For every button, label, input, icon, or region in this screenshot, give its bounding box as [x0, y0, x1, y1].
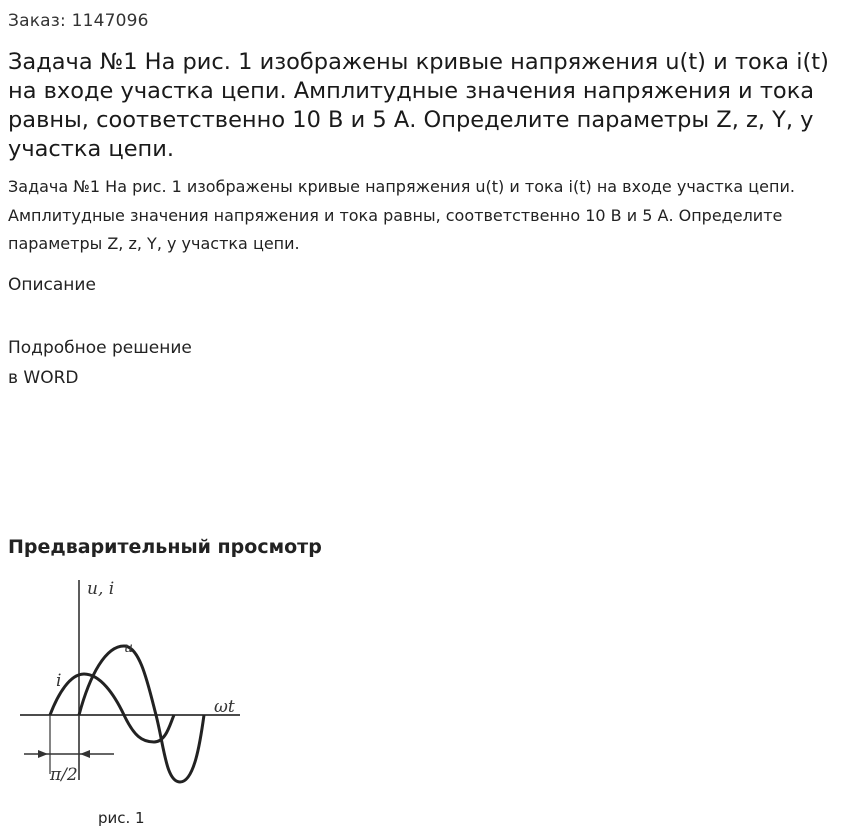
task-description: Задача №1 На рис. 1 изображены кривые напряжения u(t) и тока i(t) на входе участка цепи. Амплитудные значения напряжения и тока равны, соответственно 10 В и 5 А. Определите параметры Z, z, Y, y участка цепи. [8, 177, 795, 253]
description-text [8, 334, 192, 393]
axis-label-omega-t: ωt [214, 697, 235, 717]
phase-arrow-right [38, 750, 48, 758]
curve-label-i: i [56, 671, 62, 691]
description-line-1: Подробное решение [8, 338, 192, 358]
preview-figure [14, 574, 250, 790]
curve-label-u: u [124, 640, 134, 656]
figure-caption: рис. 1 [98, 809, 145, 827]
description-line-2: в WORD [8, 367, 79, 388]
phase-arrow-left [80, 750, 90, 758]
order-number: Заказ: 1147096 [8, 11, 149, 31]
description-heading: Описание [8, 275, 96, 295]
axis-label-u-i: u, i [87, 579, 115, 599]
voltage-current-diagram [14, 574, 250, 790]
task-title: Задача №1 На рис. 1 изображены кривые напряжения u(t) и тока i(t) на входе участка цепи. Амплитудные значения напряжения и тока равны, соответственно 10 В и 5 А. Определите параметры Z, z, Y, y участка цепи. [8, 49, 829, 162]
phase-label: π/2 [50, 765, 78, 785]
voltage-curve [79, 646, 204, 782]
preview-heading: Предварительный просмотр [8, 536, 322, 558]
